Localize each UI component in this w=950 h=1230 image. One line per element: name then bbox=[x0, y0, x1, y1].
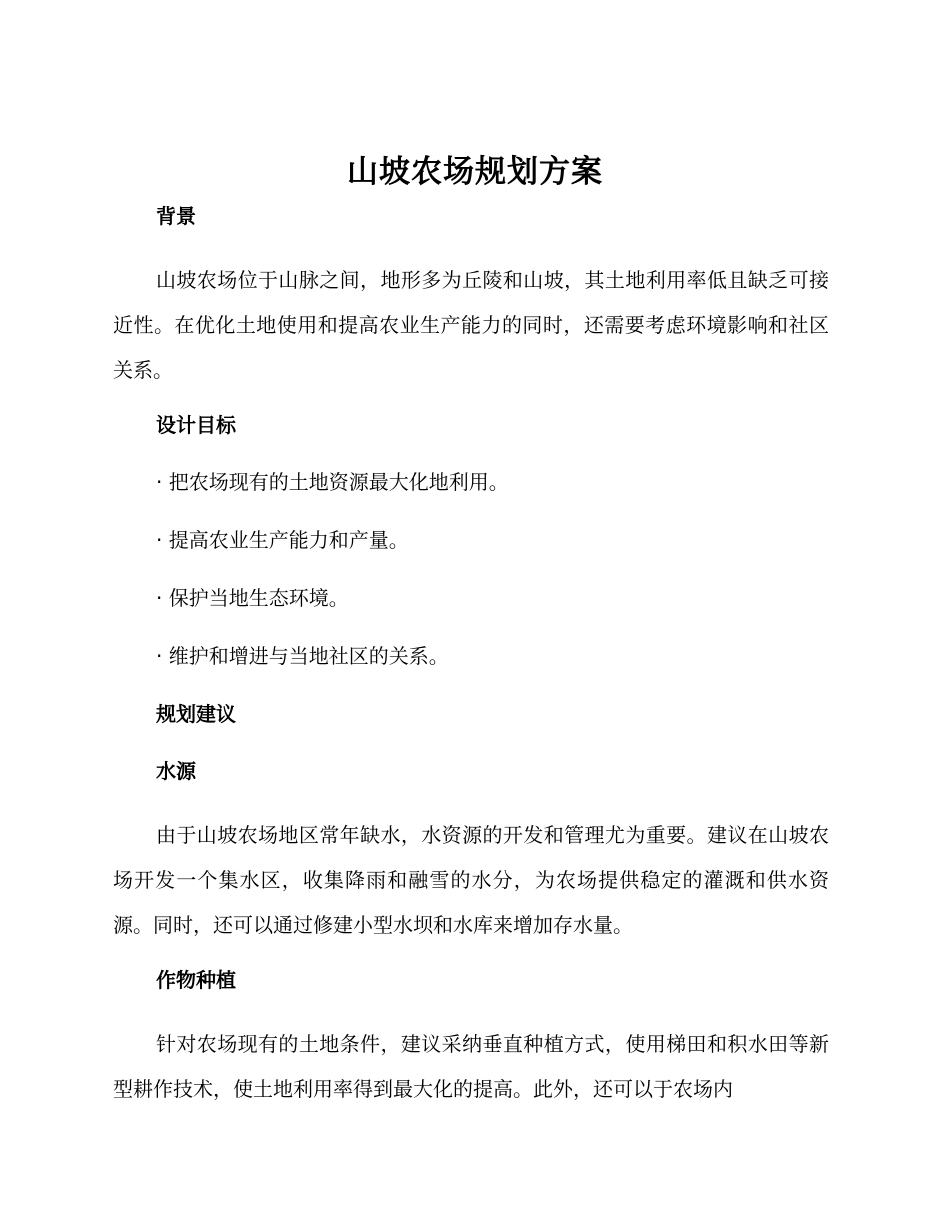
heading-water: 水源 bbox=[156, 759, 196, 783]
heading-goals: 设计目标 bbox=[156, 413, 236, 437]
document-body bbox=[113, 201, 829, 1129]
heading-background: 背景 bbox=[156, 204, 196, 228]
paragraph-background: 山坡农场位于山脉之间，地形多为丘陵和山坡，其土地利用率低且缺乏可接近性。在优化土地使用和提高农业生产能力的同时，还需要考虑环境影响和社区关系。 bbox=[113, 268, 829, 382]
heading-crops: 作物种植 bbox=[156, 968, 236, 992]
goal-item: · 提高农业生产能力和产量。 bbox=[156, 528, 409, 552]
heading-plan: 规划建议 bbox=[156, 702, 236, 726]
goal-item: · 把农场现有的土地资源最大化地利用。 bbox=[156, 470, 509, 494]
paragraph-water: 由于山坡农场地区常年缺水，水资源的开发和管理尤为重要。建议在山坡农场开发一个集水区，收集降雨和融雪的水分，为农场提供稳定的灌溉和供水资源。同时，还可以通过修建小型水坝和水库来增加存水量。 bbox=[113, 823, 829, 937]
document-title: 山坡农场规划方案 bbox=[347, 154, 603, 190]
paragraph-crops: 针对农场现有的土地条件，建议采纳垂直种植方式，使用梯田和积水田等新型耕作技术，使土地利用率得到最大化的提高。此外，还可以于农场内 bbox=[113, 1032, 829, 1101]
goal-item: · 保护当地生态环境。 bbox=[156, 586, 349, 610]
goal-item: · 维护和增进与当地社区的关系。 bbox=[156, 644, 449, 668]
